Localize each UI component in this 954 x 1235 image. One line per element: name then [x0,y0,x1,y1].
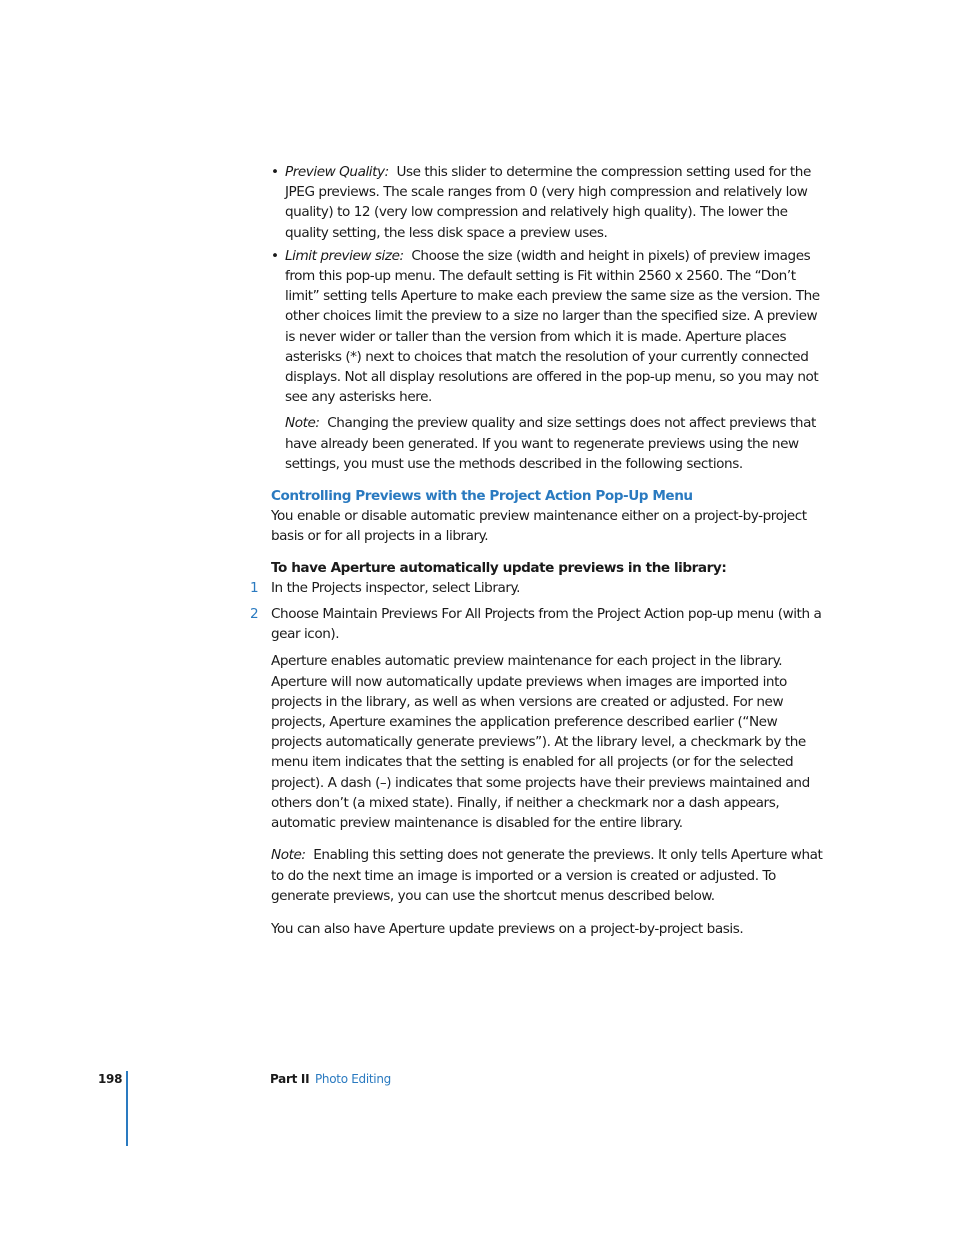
bullet-term: Limit preview size: [285,247,404,264]
section-closing: You can also have Aperture update previews on a project-by-project basis. [271,920,744,937]
step-number: 1 [250,579,259,596]
bullet-limit-preview-size [271,246,827,408]
note-label: Note: [271,847,306,864]
section-intro: You enable or disable automatic preview maintenance either on a project-by-project basis or for all projects in a library. [271,508,807,545]
bullet-term: Preview Quality: [285,164,389,180]
section-body: Aperture enables automatic preview maintenance for each project in the library. Aperture will now automatically update previews when images are imported into projects in the library, as well as when versions are created or adjusted. For new projects, Aperture examines the application preference described earlier (“New projects automatically generate previews”). At the library level, a checkmark by the menu item indicates that the setting is enabled for all projects (or for the selected project). A dash (–) indicates that some projects have their previews maintained and others don’t (a mixed state). Finally, if neither a checkmark nor a dash appears, automatic preview maintenance is disabled for the entire library. [271,653,810,832]
bullet-text: Use this slider to determine the compression setting used for the JPEG previews. The scale ranges from 0 (very high compression and relatively low quality) to 12 (very low compression and relatively high quality). The lower the quality setting, the less disk space a preview uses. [285,164,811,241]
bullet-text: Choose the size (width and height in pixels) of preview images from this pop-up menu. The default setting is Fit within 2560 x 2560. The “Don’t limit” setting tells Aperture to make each preview the same size as the version. The other choices limit the preview to a size no larger than the specified size. A preview is never wider or taller than the version from which it is made. Aperture places asterisks (*) next to choices that match the resolution of your currently connected displays. Not all display resolutions are offered in the pop-up menu, so you may not see any asterisks here. [285,247,820,406]
note-preview-settings [271,413,827,474]
section-heading: Controlling Previews with the Project Action Pop-Up Menu [271,488,693,505]
step-1 [250,578,827,598]
step-text: In the Projects inspector, select Library. [271,579,521,596]
page-number: 198 [98,1072,123,1086]
note-text: Enabling this setting does not generate the previews. It only tells Aperture what to do the next time an image is imported or a version is created or adjusted. To generate previews, you can use the shortcut menus described below. [271,847,823,904]
bullet-preview-quality [271,162,827,243]
note-text: Changing the preview quality and size settings does not affect previews that have already been generated. If you want to regenerate previews using the new settings, you must use the methods described in the following sections. [285,415,816,472]
step-text: Choose Maintain Previews For All Projects from the Project Action pop-up menu (with a gear icon). [271,606,822,643]
task-heading: To have Aperture automatically update previews in the library: [271,559,727,576]
note-label: Note: [285,415,320,432]
step-2 [250,604,827,644]
bullet-dot: • [271,164,279,180]
footer-part-label: Part II [270,1072,310,1086]
footer-part-title: Photo Editing [315,1072,391,1086]
footer-rule [126,1071,128,1146]
page-content [250,162,827,939]
note-enabling-setting [271,845,827,906]
step-number: 2 [250,606,259,623]
bullet-dot: • [271,247,279,264]
